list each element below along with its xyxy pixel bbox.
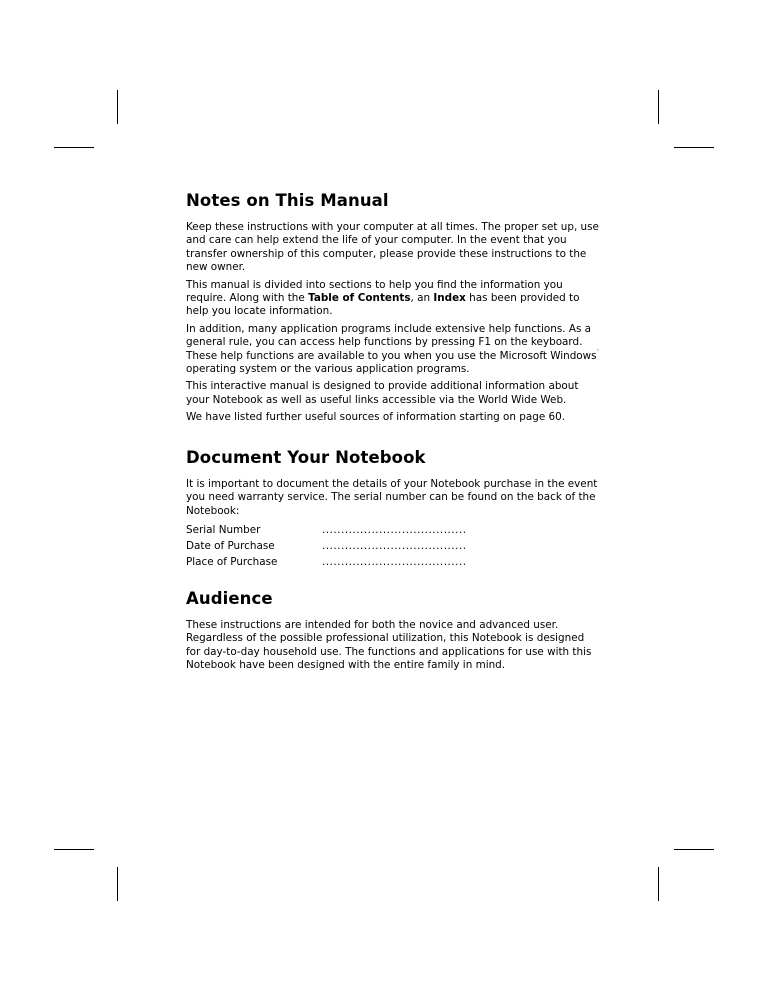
field-blank: ......................................	[322, 555, 467, 568]
crop-mark-top-left-horizontal	[54, 147, 94, 148]
section-document-notebook	[186, 447, 600, 570]
crop-mark-bottom-right-vertical	[658, 867, 659, 901]
crop-mark-bottom-left-horizontal	[54, 849, 94, 850]
paragraph: It is important to document the details of your Notebook purchase in the event you need warranty service. The serial number can be found on the back of the Notebook:	[186, 477, 598, 517]
field-label: Serial Number	[186, 523, 261, 536]
manual-content	[186, 190, 600, 677]
paragraph: These instructions are intended for both the novice and advanced user. Regardless of the possible professional utilization, this Notebook is designed for day-to-day household use. The functions and applications for use with this Notebook have been designed with the entire family in mind.	[186, 618, 592, 672]
paragraph: We have listed further useful sources of information starting on page 60.	[186, 411, 566, 424]
section-audience	[186, 588, 600, 673]
date-of-purchase-row	[186, 538, 600, 554]
crop-mark-top-right-vertical	[658, 90, 659, 124]
field-label: Place of Purchase	[186, 555, 278, 568]
place-of-purchase-row	[186, 554, 600, 570]
crop-mark-bottom-left-vertical	[117, 867, 118, 901]
index-ref: Index	[433, 292, 466, 305]
field-label: Date of Purchase	[186, 539, 275, 552]
section-heading: Document Your Notebook	[186, 447, 426, 467]
crop-mark-top-left-vertical	[117, 90, 118, 124]
table-of-contents-ref: Table of Contents	[308, 292, 411, 305]
field-blank: ......................................	[322, 523, 467, 536]
crop-mark-top-right-horizontal	[674, 147, 714, 148]
field-blank: ......................................	[322, 539, 467, 552]
section-heading: Audience	[186, 588, 273, 608]
serial-number-row	[186, 522, 600, 538]
paragraph: Keep these instructions with your computer at all times. The proper set up, use and care can help extend the life of your computer. In the event that you transfer ownership of this computer, please provide these instructions to the new owner.	[186, 221, 599, 274]
paragraph: In addition, many application programs include extensive help functions. As a general rule, you can access help functions by pressing F1 on the keyboard. These help functions are available to you when you use the Microsoft Windows` operating system or the various application programs.	[186, 322, 600, 376]
paragraph: This manual is divided into sections to help you find the information you require. Along with the Table of Contents, an Index has been provided to help you locate information.	[186, 278, 580, 318]
section-notes-on-manual	[186, 190, 600, 425]
section-heading: Notes on This Manual	[186, 191, 389, 210]
paragraph: This interactive manual is designed to provide additional information about your Notebook as well as useful links accessible via the World Wide Web.	[186, 380, 579, 406]
crop-mark-bottom-right-horizontal	[674, 849, 714, 850]
